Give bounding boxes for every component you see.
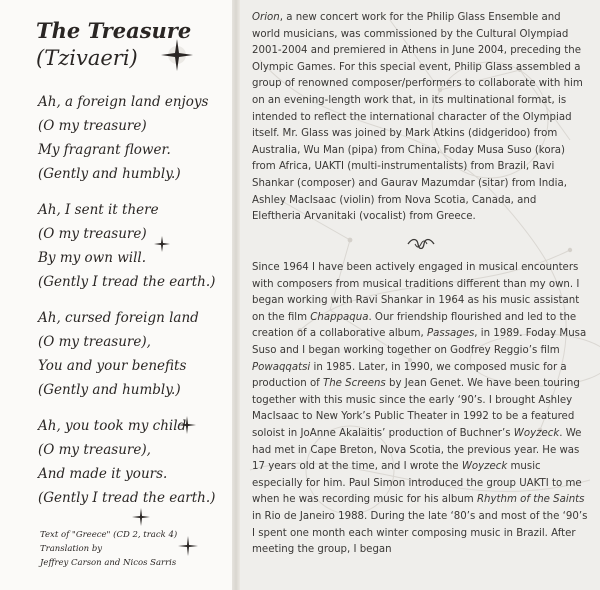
sparkle-icon — [132, 508, 150, 526]
credit-text: Jeffrey Carson and Nicos Sarris — [40, 558, 177, 568]
poem-line: (Gently and humbly.) — [38, 166, 181, 182]
poem-line: By my own will. — [38, 250, 147, 266]
poem-line: (Gently I tread the earth.) — [38, 490, 216, 506]
poem-line: You and your benefits — [38, 358, 187, 374]
poem-line: (O my treasure), — [38, 442, 151, 458]
poem-subtitle: (Tzivaeri) — [36, 46, 138, 70]
poem-line: (O my treasure) — [38, 118, 147, 134]
credit-text: Text of "Greece" (CD 2, track 4) — [40, 530, 178, 540]
sparkle-icon — [178, 536, 198, 556]
right-page — [240, 0, 600, 590]
paragraph-encounters: Since 1964 I have been actively engaged in musical encounters with composers from musical traditions different than my own. I began working with Ravi Shankar in 1964 as his music assistant on the film Chappaqua. Our friendship flourished and led to the creation of a collaborative album, Passages, in 1989. Foday Musa Suso and I began working together on Godfrey Reggio’s film Powaqqatsi in 1985. Later, in 1990, we composed music for a production of The Screens by Jean Genet. We have been touring together with this music since the early ‘90’s. I brought Ashley MacIsaac to New York’s Public Theater in 1992 to be a featured soloist in JoAnne Akalaitis’ production of Buchner’s Woyzeck. We had met in Cape Breton, Nova Scotia, the previous year. He was 17 years old at the time, and I wrote the Woyzeck music especially for him. Paul Simon introduced the group UAKTI to me when he was recording music for his album Rhythm of the Saints in Rio de Janeiro 1988. During the late ‘80’s and most of the ‘90’s I spent one month each winter composing music in Brazil. After meeting the group, I began — [252, 262, 588, 556]
sparkle-icon — [154, 236, 170, 252]
poem-line: (O my treasure) — [38, 226, 147, 242]
sparkle-icon — [160, 38, 194, 72]
poem-line: (Gently and humbly.) — [38, 382, 181, 398]
poem-line: And made it yours. — [38, 466, 168, 482]
poem-line: Ah, you took my child — [38, 418, 187, 434]
poem-line: Ah, I sent it there — [38, 202, 159, 218]
paragraph-orion: Orion, a new concert work for the Philip Glass Ensemble and world musicians, was commissioned by the Cultural Olympiad 2001-2004 and premiered in Athens in June 2004, preceding the Olympic Games. For this special event, Philip Glass assembled a group of renowned composer/performers to collaborate with him on an evening-length work that, in its multinational format, is intended to reflect the international character of the Olympiad itself. Mr. Glass was joined by Mark Atkins (didgeridoo) from Australia, Wu Man (pipa) from China, Foday Musa Suso (kora) from Africa, UAKTI (multi-instrumentalists) from Brazil, Ravi Shankar (composer) and Gaurav Mazumdar (sitar) from India, Ashley MacIsaac (violin) from Nova Scotia, Canada, and Eleftheria Arvanitaki (vocalist) from Greece. — [252, 12, 583, 223]
left-page — [0, 0, 232, 590]
ornament-divider-icon — [406, 238, 436, 250]
poem-line: Ah, cursed foreign land — [38, 310, 199, 326]
poem-line: (Gently I tread the earth.) — [38, 274, 216, 290]
credit-text: Translation by — [40, 544, 103, 554]
book-gutter — [232, 0, 240, 590]
poem-line: My fragrant flower. — [38, 142, 171, 158]
poem-line: Ah, a foreign land enjoys — [38, 94, 209, 110]
poem-line: (O my treasure), — [38, 334, 151, 350]
poem-title: The Treasure — [36, 18, 192, 43]
work-title: Orion — [252, 12, 280, 23]
